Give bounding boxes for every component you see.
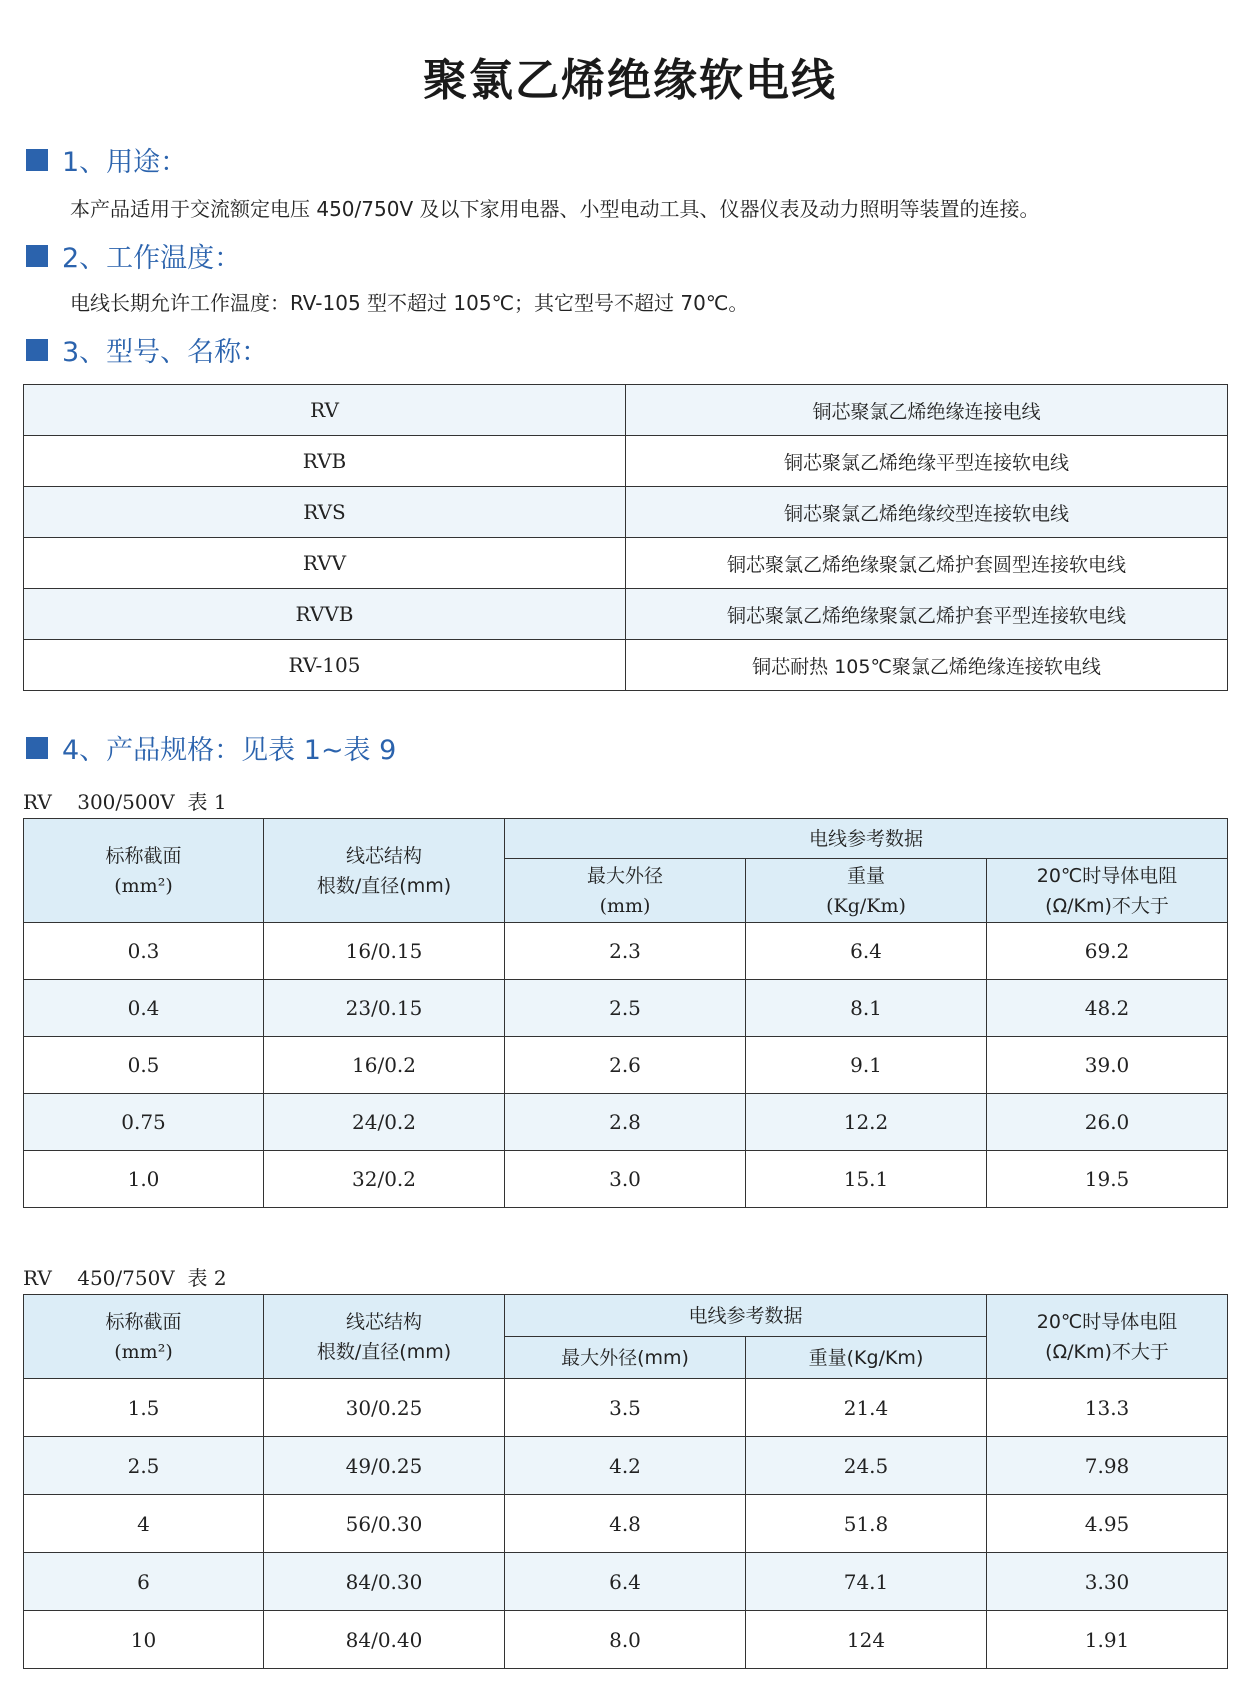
model-name: 铜芯聚氯乙烯绝缘聚氯乙烯护套平型连接软电线	[626, 589, 1228, 640]
cell: 8.0	[505, 1611, 746, 1669]
cell: 4.95	[987, 1495, 1228, 1553]
cell: 3.5	[505, 1379, 746, 1437]
header-unit: (mm²)	[114, 874, 173, 897]
model-code: RV-105	[24, 640, 626, 691]
section-heading-specs	[26, 728, 396, 767]
table-row	[24, 385, 1228, 436]
table-row	[24, 436, 1228, 487]
cell: 1.5	[24, 1379, 264, 1437]
cell: 1.91	[987, 1611, 1228, 1669]
section-heading-models	[26, 330, 268, 369]
cell: 19.5	[987, 1151, 1228, 1208]
cell: 1.0	[24, 1151, 264, 1208]
cell: 39.0	[987, 1037, 1228, 1094]
table2-caption: RV 450/750V 表 2	[23, 1266, 227, 1290]
model-code: RVB	[24, 436, 626, 487]
cell: 4.2	[505, 1437, 746, 1495]
cell: 3.0	[505, 1151, 746, 1208]
cell: 6.4	[505, 1553, 746, 1611]
header-unit: 根数/直径(mm)	[316, 1340, 452, 1363]
model-name: 铜芯聚氯乙烯绝缘连接电线	[626, 385, 1228, 436]
header-structure	[264, 819, 505, 923]
cell: 124	[746, 1611, 987, 1669]
header-reference-data: 电线参考数据	[505, 819, 1228, 859]
header-weight: 重量(Kg/Km)	[746, 1337, 987, 1379]
section-heading-usage	[26, 140, 187, 179]
table-row	[24, 1437, 1228, 1495]
bullet-square-icon	[26, 737, 48, 759]
header-reference-data: 电线参考数据	[505, 1295, 987, 1337]
cell: 9.1	[746, 1037, 987, 1094]
header-unit: (Kg/Km)	[826, 894, 906, 917]
header-label: 标称截面	[105, 844, 182, 867]
header-resistance	[987, 1295, 1228, 1379]
table-row	[24, 1553, 1228, 1611]
header-label: 标称截面	[105, 1310, 182, 1333]
model-name: 铜芯聚氯乙烯绝缘聚氯乙烯护套圆型连接软电线	[626, 538, 1228, 589]
cell: 7.98	[987, 1437, 1228, 1495]
cell: 16/0.15	[264, 923, 505, 980]
header-outer-diameter: 最大外径(mm)	[505, 1337, 746, 1379]
header-unit: (mm²)	[114, 1340, 173, 1363]
cell: 15.1	[746, 1151, 987, 1208]
cell: 16/0.2	[264, 1037, 505, 1094]
cell: 69.2	[987, 923, 1228, 980]
cell: 32/0.2	[264, 1151, 505, 1208]
cell: 24/0.2	[264, 1094, 505, 1151]
header-unit: (Ω/Km)不大于	[1045, 894, 1169, 917]
model-code: RVS	[24, 487, 626, 538]
section-text-usage: 本产品适用于交流额定电压 450/750V 及以下家用电器、小型电动工具、仪器仪表及动力照明等装置的连接。	[70, 197, 1040, 221]
header-weight	[746, 859, 987, 923]
section-text-temperature: 电线长期允许工作温度：RV-105 型不超过 105℃；其它型号不超过 70℃。	[70, 291, 749, 315]
models-table	[23, 384, 1228, 691]
model-code: RV	[24, 385, 626, 436]
header-label: 20℃时导体电阻	[1036, 864, 1178, 887]
header-unit: (mm)	[599, 894, 651, 917]
cell: 8.1	[746, 980, 987, 1037]
header-label: 线芯结构	[345, 844, 422, 867]
cell: 74.1	[746, 1553, 987, 1611]
model-name: 铜芯耐热 105℃聚氯乙烯绝缘连接软电线	[626, 640, 1228, 691]
table-row	[24, 980, 1228, 1037]
model-code: RVVB	[24, 589, 626, 640]
table-row	[24, 1037, 1228, 1094]
cell: 13.3	[987, 1379, 1228, 1437]
header-unit: (Ω/Km)不大于	[1045, 1340, 1169, 1363]
cell: 2.8	[505, 1094, 746, 1151]
table-row	[24, 923, 1228, 980]
model-name: 铜芯聚氯乙烯绝缘平型连接软电线	[626, 436, 1228, 487]
cell: 4	[24, 1495, 264, 1553]
cell: 49/0.25	[264, 1437, 505, 1495]
cell: 0.4	[24, 980, 264, 1037]
cell: 2.6	[505, 1037, 746, 1094]
table1-caption: RV 300/500V 表 1	[23, 790, 227, 814]
header-label: 重量	[846, 864, 885, 887]
cell: 2.3	[505, 923, 746, 980]
cell: 30/0.25	[264, 1379, 505, 1437]
cell: 0.75	[24, 1094, 264, 1151]
section-heading-label: 4、产品规格：见表 1~表 9	[62, 735, 397, 766]
model-name: 铜芯聚氯乙烯绝缘绞型连接软电线	[626, 487, 1228, 538]
cell: 0.3	[24, 923, 264, 980]
cell: 56/0.30	[264, 1495, 505, 1553]
cell: 3.30	[987, 1553, 1228, 1611]
table-row	[24, 538, 1228, 589]
cell: 26.0	[987, 1094, 1228, 1151]
table-row	[24, 487, 1228, 538]
cell: 2.5	[505, 980, 746, 1037]
page-title: 聚氯乙烯绝缘软电线	[423, 55, 837, 106]
cell: 23/0.15	[264, 980, 505, 1037]
table-row	[24, 1379, 1228, 1437]
cell: 84/0.40	[264, 1611, 505, 1669]
spec-table-1	[23, 818, 1228, 1208]
header-label: 线芯结构	[345, 1310, 422, 1333]
header-section-area	[24, 1295, 264, 1379]
cell: 51.8	[746, 1495, 987, 1553]
section-heading-temperature	[26, 236, 241, 275]
table-row	[24, 640, 1228, 691]
header-section-area	[24, 819, 264, 923]
header-outer-diameter	[505, 859, 746, 923]
header-resistance	[987, 859, 1228, 923]
spec-table-2	[23, 1294, 1228, 1669]
cell: 84/0.30	[264, 1553, 505, 1611]
table-row	[24, 1151, 1228, 1208]
cell: 10	[24, 1611, 264, 1669]
bullet-square-icon	[26, 149, 48, 171]
cell: 48.2	[987, 980, 1228, 1037]
table-row	[24, 1611, 1228, 1669]
header-unit: 根数/直径(mm)	[316, 874, 452, 897]
header-label: 最大外径	[586, 864, 663, 887]
cell: 4.8	[505, 1495, 746, 1553]
section-heading-label: 1、用途：	[62, 147, 188, 178]
section-heading-label: 3、型号、名称：	[62, 337, 269, 368]
cell: 21.4	[746, 1379, 987, 1437]
section-heading-label: 2、工作温度：	[62, 243, 242, 274]
bullet-square-icon	[26, 245, 48, 267]
table-row	[24, 589, 1228, 640]
cell: 2.5	[24, 1437, 264, 1495]
bullet-square-icon	[26, 339, 48, 361]
header-label: 20℃时导体电阻	[1036, 1310, 1178, 1333]
model-code: RVV	[24, 538, 626, 589]
cell: 6.4	[746, 923, 987, 980]
table-row	[24, 1094, 1228, 1151]
table-row	[24, 1495, 1228, 1553]
header-structure	[264, 1295, 505, 1379]
cell: 24.5	[746, 1437, 987, 1495]
cell: 6	[24, 1553, 264, 1611]
cell: 12.2	[746, 1094, 987, 1151]
cell: 0.5	[24, 1037, 264, 1094]
